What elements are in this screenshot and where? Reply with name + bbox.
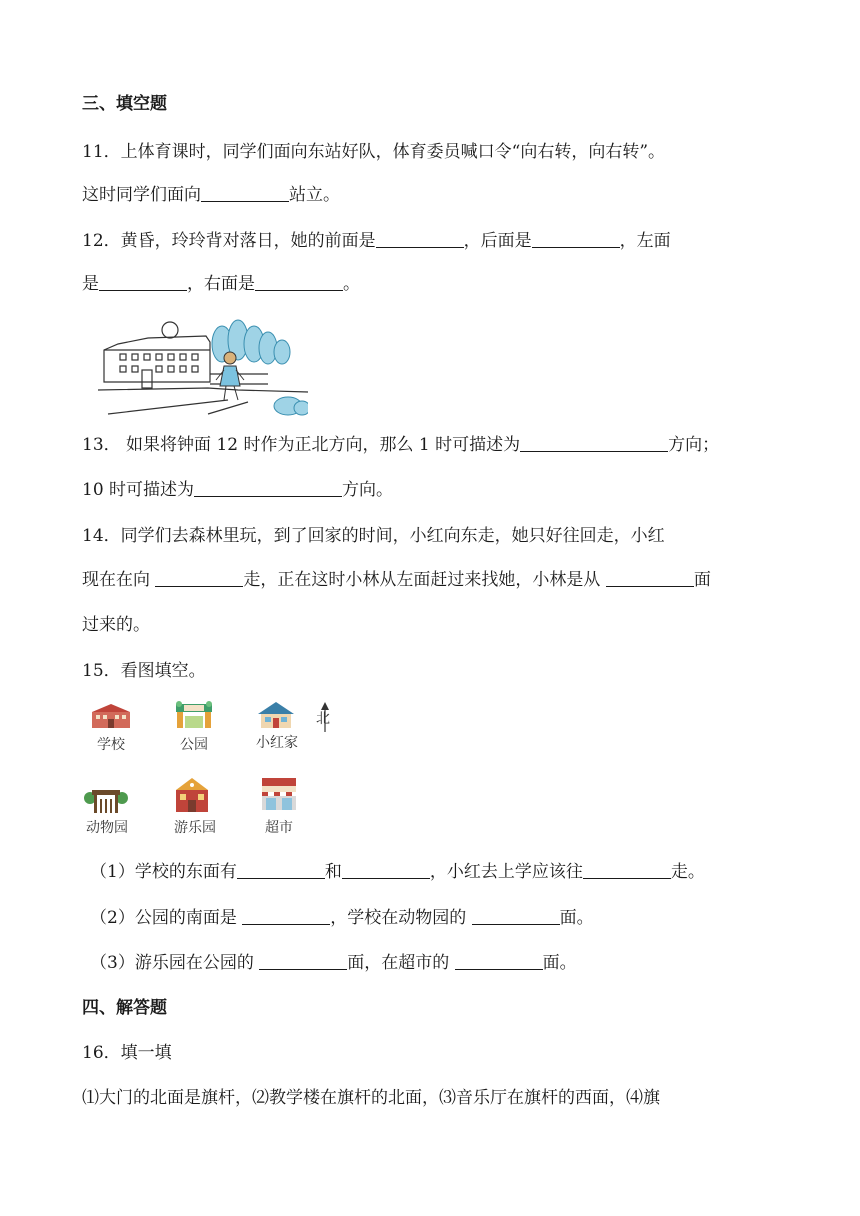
question-15-title: 15．看图填空。	[82, 661, 206, 681]
q13-blank-2[interactable]	[194, 478, 342, 497]
question-12-line-1	[82, 229, 671, 253]
q15-1-text-a: （1）学校的东面有	[90, 862, 237, 882]
map-label-home: 小红家	[256, 735, 298, 751]
q11-text-a: 这时同学们面向	[82, 185, 201, 205]
question-14-line-2	[82, 568, 711, 592]
section-4-title: 四、解答题	[82, 998, 167, 1018]
q15-1-blank-2[interactable]	[342, 860, 430, 879]
question-14-line-1: 14．同学们去森林里玩，到了回家的时间，小红向东走，她只好往回走，小红	[82, 526, 665, 546]
question-11-line-2	[82, 183, 340, 207]
question-13-line-2	[82, 478, 393, 502]
q15-3-blank-2[interactable]	[455, 951, 543, 970]
question-15-sub-1	[90, 860, 705, 884]
q13-blank-1[interactable]	[520, 433, 668, 452]
amusement-park-icon	[172, 776, 212, 814]
map-label-supermarket: 超市	[265, 820, 293, 836]
supermarket-icon	[260, 776, 298, 812]
map-label-school: 学校	[97, 737, 125, 753]
q12-text-d: 是	[82, 274, 99, 294]
question-16-title: 16．填一填	[82, 1043, 172, 1063]
q12-text-a: 12．黄昏，玲玲背对落日，她的前面是	[82, 231, 376, 251]
q15-1-text-d: 走。	[670, 862, 705, 882]
q12-blank-back[interactable]	[532, 229, 620, 248]
q15-2-text-a: （2）公园的南面是	[90, 908, 243, 928]
q14-text-c: 面	[693, 570, 711, 590]
question-15-sub-2	[90, 906, 594, 930]
q15-2-blank-2[interactable]	[472, 906, 560, 925]
q13-text-a: 13． 如果将钟面 12 时作为正北方向，那么 1 时可描述为	[82, 435, 521, 455]
map-label-amusement-park: 游乐园	[174, 820, 216, 836]
q12-text-e: ，右面是	[187, 274, 255, 294]
q14-text-a: 现在在向	[82, 570, 156, 590]
q15-3-blank-1[interactable]	[259, 951, 347, 970]
q15-1-blank-1[interactable]	[237, 860, 325, 879]
home-house-icon	[256, 700, 296, 730]
q15-1-text-b: 和	[324, 862, 342, 882]
q14-text-b: 走，正在这时小林从左面赶过来找她，小林是从	[243, 570, 606, 590]
question-12-line-2	[82, 272, 360, 296]
q15-1-text-c: ，小红去上学应该往	[429, 862, 583, 882]
sunset-scene-illustration	[98, 318, 308, 416]
q12-text-c: ，左面	[619, 231, 671, 251]
q15-2-text-c: 面。	[559, 908, 594, 928]
q15-3-text-b: 面，在超市的	[347, 953, 455, 973]
zoo-gate-icon	[84, 786, 128, 814]
question-13-line-1	[82, 433, 719, 457]
q14-blank-1[interactable]	[155, 568, 243, 587]
q14-blank-2[interactable]	[606, 568, 694, 587]
q15-2-text-b: ，学校在动物园的	[330, 908, 472, 928]
map-label-zoo: 动物园	[86, 820, 128, 836]
question-11-line-1: 11．上体育课时，同学们面向东站好队，体育委员喊口令“向右转，向右转”。	[82, 142, 666, 162]
park-gate-icon	[174, 700, 214, 730]
q13-text-b: 方向；	[668, 435, 720, 455]
school-building-icon	[90, 702, 132, 730]
q15-2-blank-1[interactable]	[242, 906, 330, 925]
question-15-sub-3	[90, 951, 577, 975]
q13-text-c: 10 时可描述为	[82, 480, 195, 500]
q12-blank-right[interactable]	[255, 272, 343, 291]
q13-text-d: 方向。	[342, 480, 394, 500]
q11-text-b: 站立。	[289, 185, 340, 205]
q12-blank-front[interactable]	[376, 229, 464, 248]
q15-3-text-a: （3）游乐园在公园的	[90, 953, 260, 973]
question-16-line-1: ⑴大门的北面是旗杆，⑵教学楼在旗杆的北面，⑶音乐厅在旗杆的西面，⑷旗	[82, 1088, 660, 1108]
q15-1-blank-3[interactable]	[583, 860, 671, 879]
q15-3-text-c: 面。	[542, 953, 577, 973]
map-label-north: 北	[316, 711, 330, 727]
q11-blank-1[interactable]	[201, 183, 289, 202]
question-14-line-3: 过来的。	[82, 615, 150, 635]
q12-blank-left[interactable]	[99, 272, 187, 291]
q12-text-f: 。	[343, 274, 360, 294]
q12-text-b: ，后面是	[463, 231, 532, 251]
section-3-title: 三、填空题	[82, 94, 167, 114]
sun-icon	[162, 322, 178, 338]
map-label-park: 公园	[180, 737, 208, 753]
